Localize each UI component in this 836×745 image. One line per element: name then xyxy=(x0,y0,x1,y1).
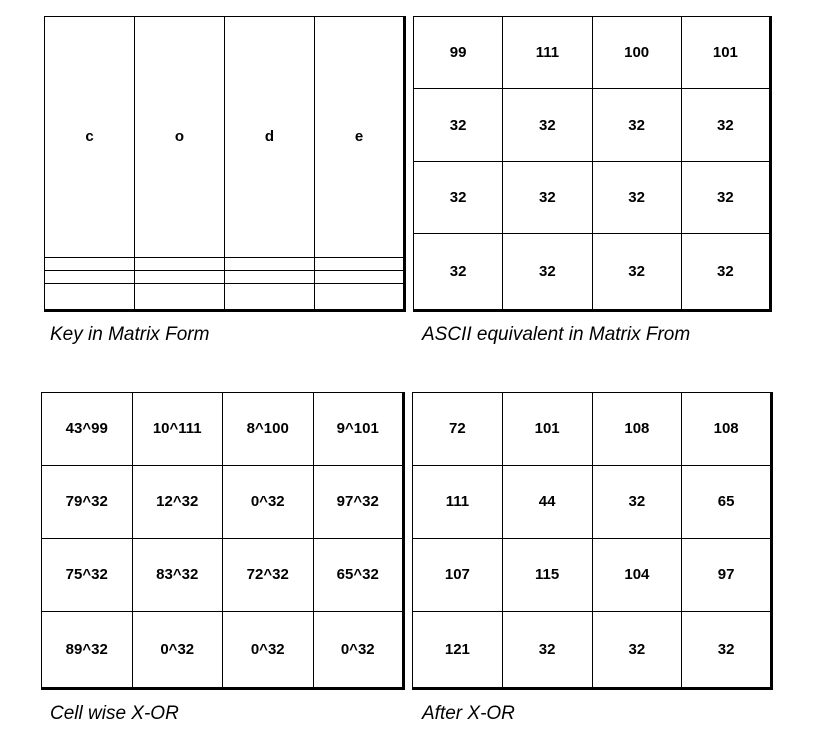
matrix-cell: 89^32 xyxy=(42,611,133,688)
matrix-cell xyxy=(135,257,225,270)
matrix-cell: 9^101 xyxy=(313,393,404,466)
matrix-cell: 32 xyxy=(503,234,592,311)
matrix-row xyxy=(45,270,405,283)
xor-matrix xyxy=(41,392,405,690)
matrix-cell: 0^32 xyxy=(223,465,314,538)
matrix-cell: 32 xyxy=(592,161,681,233)
matrix-row xyxy=(42,465,404,538)
matrix-row xyxy=(42,611,404,688)
matrix-cell: 32 xyxy=(502,611,592,688)
matrix-cell: 0^32 xyxy=(313,611,404,688)
after-xor-matrix-caption: After X-OR xyxy=(422,703,515,724)
matrix-cell xyxy=(315,284,405,311)
key-matrix-caption: Key in Matrix Form xyxy=(50,324,210,345)
matrix-cell: 108 xyxy=(592,393,682,466)
matrix-cell: 32 xyxy=(592,89,681,161)
after-xor-matrix xyxy=(412,392,773,690)
matrix-cell: 97 xyxy=(682,538,772,611)
key-matrix xyxy=(44,16,406,312)
matrix-cell: 101 xyxy=(681,17,770,89)
matrix-row xyxy=(414,17,771,89)
matrix-row xyxy=(413,465,772,538)
matrix-row xyxy=(45,17,405,258)
matrix-cell: 97^32 xyxy=(313,465,404,538)
matrix-cell: d xyxy=(225,17,315,258)
matrix-cell: 0^32 xyxy=(132,611,223,688)
matrix-cell xyxy=(135,270,225,283)
ascii-matrix-caption: ASCII equivalent in Matrix From xyxy=(422,324,691,345)
matrix-cell: 79^32 xyxy=(42,465,133,538)
matrix-cell: o xyxy=(135,17,225,258)
matrix-row xyxy=(414,234,771,311)
matrix-cell: 32 xyxy=(681,161,770,233)
xor-matrix-caption: Cell wise X-OR xyxy=(50,703,179,724)
matrix-cell xyxy=(135,284,225,311)
matrix-row xyxy=(45,257,405,270)
matrix-cell xyxy=(45,270,135,283)
matrix-cell xyxy=(225,257,315,270)
matrix-cell: 32 xyxy=(592,465,682,538)
matrix-cell: 83^32 xyxy=(132,538,223,611)
matrix-cell: 101 xyxy=(502,393,592,466)
matrix-cell: 32 xyxy=(503,89,592,161)
matrix-cell xyxy=(225,284,315,311)
matrix-cell: 32 xyxy=(503,161,592,233)
matrix-cell: 32 xyxy=(682,611,772,688)
matrix-row xyxy=(414,161,771,233)
matrix-cell: 104 xyxy=(592,538,682,611)
matrix-cell: 32 xyxy=(681,89,770,161)
matrix-cell: 99 xyxy=(414,17,503,89)
matrix-cell: 111 xyxy=(413,465,503,538)
matrix-cell: 65^32 xyxy=(313,538,404,611)
matrix-cell: 32 xyxy=(592,611,682,688)
matrix-row xyxy=(414,89,771,161)
matrix-cell: 32 xyxy=(414,89,503,161)
matrix-cell: 12^32 xyxy=(132,465,223,538)
matrix-cell xyxy=(225,270,315,283)
matrix-cell: 100 xyxy=(592,17,681,89)
matrix-row xyxy=(413,611,772,688)
matrix-cell: 44 xyxy=(502,465,592,538)
matrix-cell: 8^100 xyxy=(223,393,314,466)
matrix-cell: c xyxy=(45,17,135,258)
matrix-row xyxy=(42,393,404,466)
matrix-cell: 32 xyxy=(681,234,770,311)
matrix-cell: 32 xyxy=(592,234,681,311)
matrix-cell xyxy=(45,284,135,311)
matrix-cell: 10^111 xyxy=(132,393,223,466)
matrix-cell: 115 xyxy=(502,538,592,611)
matrix-cell xyxy=(315,270,405,283)
matrix-cell: 43^99 xyxy=(42,393,133,466)
matrix-cell: 32 xyxy=(414,234,503,311)
matrix-cell: 72^32 xyxy=(223,538,314,611)
matrix-row xyxy=(45,284,405,311)
matrix-cell: 0^32 xyxy=(223,611,314,688)
matrix-cell: 121 xyxy=(413,611,503,688)
matrix-cell: e xyxy=(315,17,405,258)
matrix-cell: 65 xyxy=(682,465,772,538)
matrix-row xyxy=(42,538,404,611)
matrix-row xyxy=(413,393,772,466)
matrix-row xyxy=(413,538,772,611)
matrix-cell: 72 xyxy=(413,393,503,466)
matrix-cell xyxy=(45,257,135,270)
ascii-matrix xyxy=(413,16,772,312)
matrix-cell: 111 xyxy=(503,17,592,89)
matrix-cell: 75^32 xyxy=(42,538,133,611)
matrix-cell: 32 xyxy=(414,161,503,233)
matrix-cell: 108 xyxy=(682,393,772,466)
matrix-cell xyxy=(315,257,405,270)
matrix-cell: 107 xyxy=(413,538,503,611)
